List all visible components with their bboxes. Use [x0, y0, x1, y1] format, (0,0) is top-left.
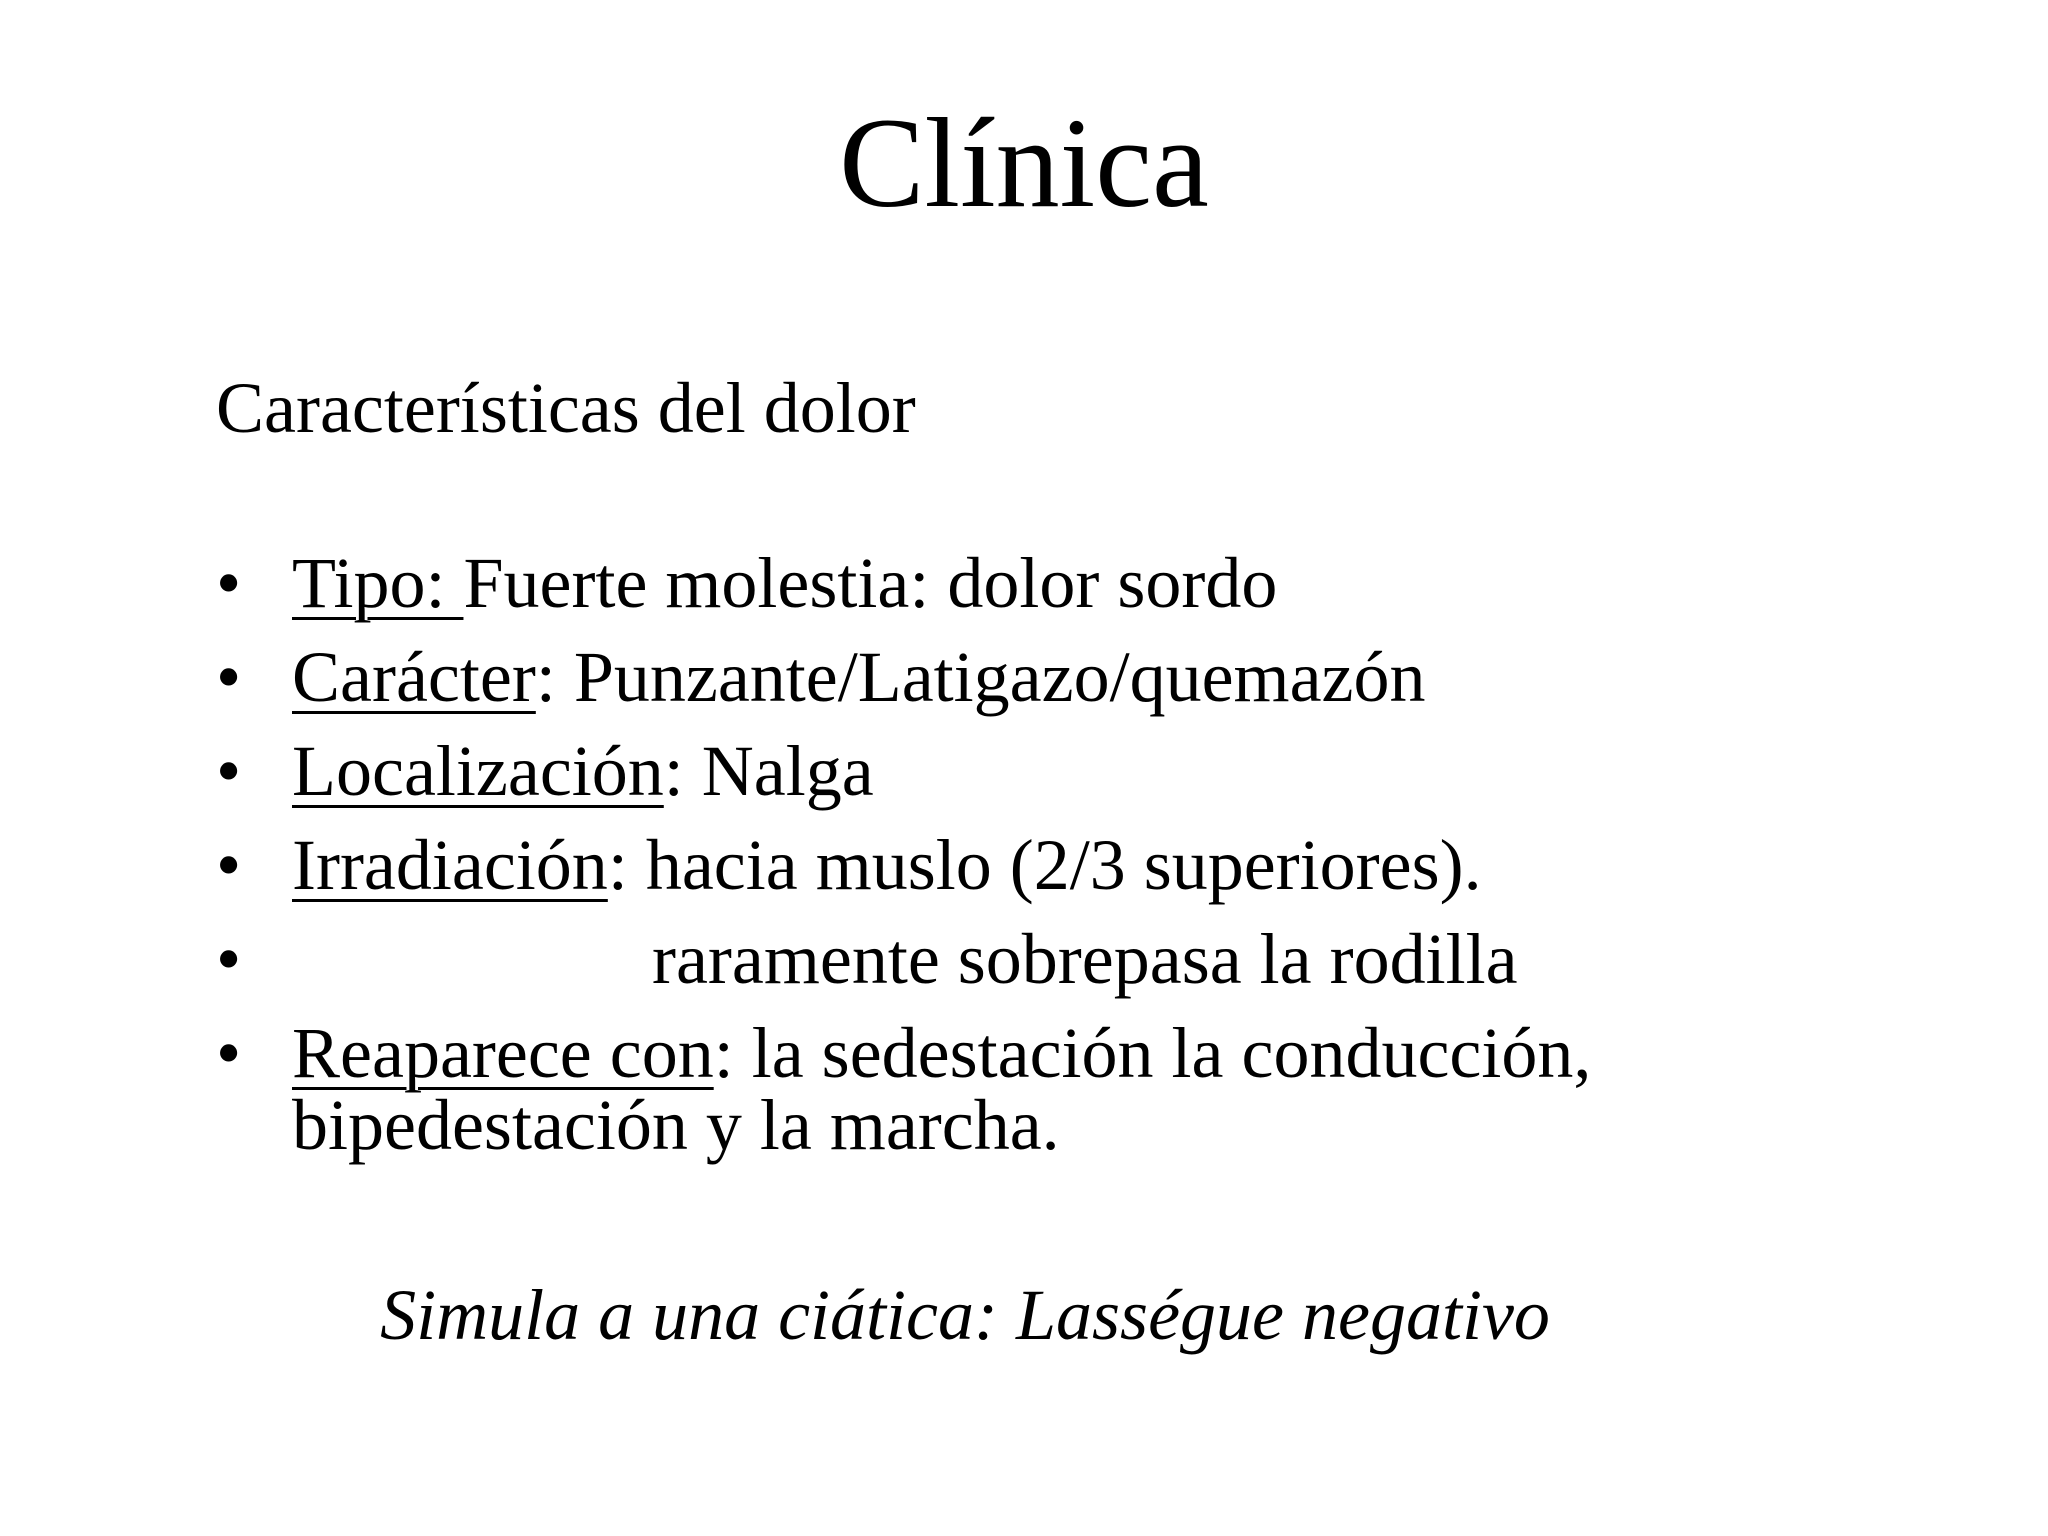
section-heading: Características del dolor: [216, 368, 916, 448]
bullet-line: [292, 543, 1996, 623]
bullet-dot: •: [216, 637, 242, 717]
bullet-item-caracter: [216, 637, 1996, 717]
bullet-item-tipo: [216, 543, 1996, 623]
bullet-label: Irradiación: [292, 825, 608, 905]
bullet-line: [292, 731, 1996, 811]
bullet-line: [292, 637, 1996, 717]
bullet-dot: •: [216, 825, 242, 905]
bullet-item-reaparece: [216, 1013, 1996, 1165]
bullet-text: raramente sobrepasa la rodilla: [652, 919, 1518, 999]
bullet-text: : Punzante/Latigazo/quemazón: [535, 637, 1426, 717]
bullet-dot: •: [216, 731, 242, 811]
bullet-text: Fuerte molestia: dolor sordo: [463, 543, 1278, 623]
bullet-line: [292, 1013, 1996, 1093]
bullet-item-localizacion: [216, 731, 1996, 811]
bullet-list: [216, 543, 1996, 1183]
bullet-text: : Nalga: [663, 731, 874, 811]
bullet-dot: •: [216, 1013, 242, 1093]
bullet-continuation: bipedestación y la marcha.: [292, 1085, 1060, 1165]
bullet-text: : hacia muslo (2/3 superiores).: [607, 825, 1482, 905]
bullet-item-rodilla: [216, 919, 1996, 999]
bullet-label: Reaparece con: [292, 1013, 714, 1093]
bullet-label: Carácter: [292, 637, 536, 717]
bullet-label: Tipo:: [292, 543, 464, 623]
bullet-item-irradiacion: [216, 825, 1996, 905]
slide-title: Clínica: [839, 92, 1209, 234]
bullet-dot: •: [216, 543, 242, 623]
conclusion-note: Simula a una ciática: Lasségue negativo: [380, 1275, 1550, 1355]
bullet-line: [292, 825, 1996, 905]
bullet-dot: •: [216, 919, 242, 999]
bullet-label: Localización: [292, 731, 664, 811]
bullet-text: : la sedestación la conducción,: [713, 1013, 1592, 1093]
